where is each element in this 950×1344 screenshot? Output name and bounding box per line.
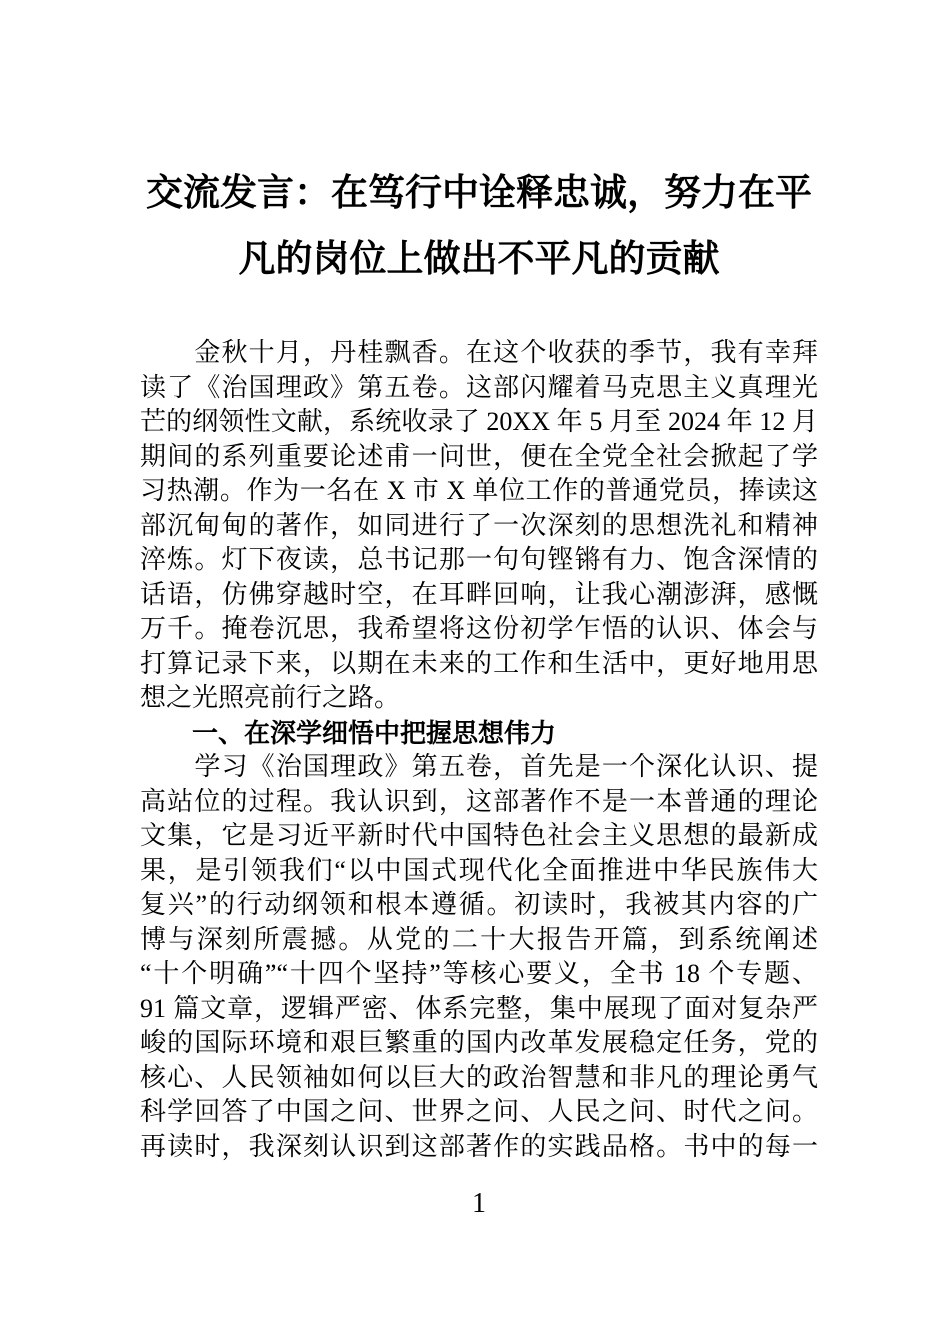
body-line: 金秋十月，丹桂飘香。在这个收获的季节，我有幸拜: [140, 338, 818, 367]
body-line: 打算记录下来，以期在未来的工作和生活中，更好地用思: [140, 648, 818, 678]
title-line-1: 交流发言：在笃行中诠释忠诚，努力在平: [146, 172, 812, 213]
body-line: 科学回答了中国之问、世界之问、人民之问、时代之问。: [140, 1097, 818, 1126]
body-line: 部沉甸甸的著作，如同进行了一次深刻的思想洗礼和精神: [140, 510, 818, 540]
title-line-2: 凡的岗位上做出不平凡的贡献: [238, 238, 720, 279]
body-line: 91 篇文章，逻辑严密、体系完整，集中展现了面对复杂严: [140, 993, 818, 1023]
page-number: 1: [472, 1188, 486, 1219]
body-line: 淬炼。灯下夜读，总书记那一句句铿锵有力、饱含深情的: [140, 545, 818, 574]
body-line: 习热潮。作为一名在 X 市 X 单位工作的普通党员，捧读这: [140, 476, 818, 505]
body-line: 再读时，我深刻认识到这部著作的实践品格。书中的每一: [140, 1131, 818, 1161]
body-line: 果，是引领我们“以中国式现代化全面推进中华民族伟大: [140, 855, 818, 885]
document-title: [140, 160, 818, 292]
body-line: 峻的国际环境和艰巨繁重的国内改革发展稳定任务，党的: [140, 1028, 818, 1057]
body-line: 万千。掩卷沉思，我希望将这份初学乍悟的认识、体会与: [140, 614, 818, 643]
body-line: 文集，它是习近平新时代中国特色社会主义思想的最新成: [140, 821, 818, 850]
section-heading: 一、在深学细悟中把握思想伟力: [140, 717, 557, 748]
document-body: [140, 336, 818, 1164]
body-line: 核心、人民领袖如何以巨大的政治智慧和非凡的理论勇气: [140, 1062, 818, 1092]
body-line: 芒的纲领性文献，系统收录了 20XX 年 5 月至 2024 年 12 月: [140, 407, 818, 436]
body-line: 话语，仿佛穿越时空，在耳畔回响，让我心潮澎湃，感慨: [140, 579, 818, 609]
body-line: 复兴”的行动纲领和根本遵循。初读时，我被其内容的广: [140, 890, 818, 919]
body-line: 高站位的过程。我认识到，这部著作不是一本普通的理论: [140, 786, 818, 816]
body-line: 期间的系列重要论述甫一问世，便在全党全社会掀起了学: [140, 441, 818, 471]
body-line: “十个明确”“十四个坚持”等核心要义，全书 18 个专题、: [140, 959, 818, 988]
body-line: 博与深刻所震撼。从党的二十大报告开篇，到系统阐述: [140, 924, 818, 954]
body-line: 学习《治国理政》第五卷，首先是一个深化认识、提: [140, 752, 818, 781]
body-line: 想之光照亮前行之路。: [140, 683, 401, 712]
page-footer: [140, 1188, 818, 1220]
body-line: 读了《治国理政》第五卷。这部闪耀着马克思主义真理光: [140, 372, 818, 402]
